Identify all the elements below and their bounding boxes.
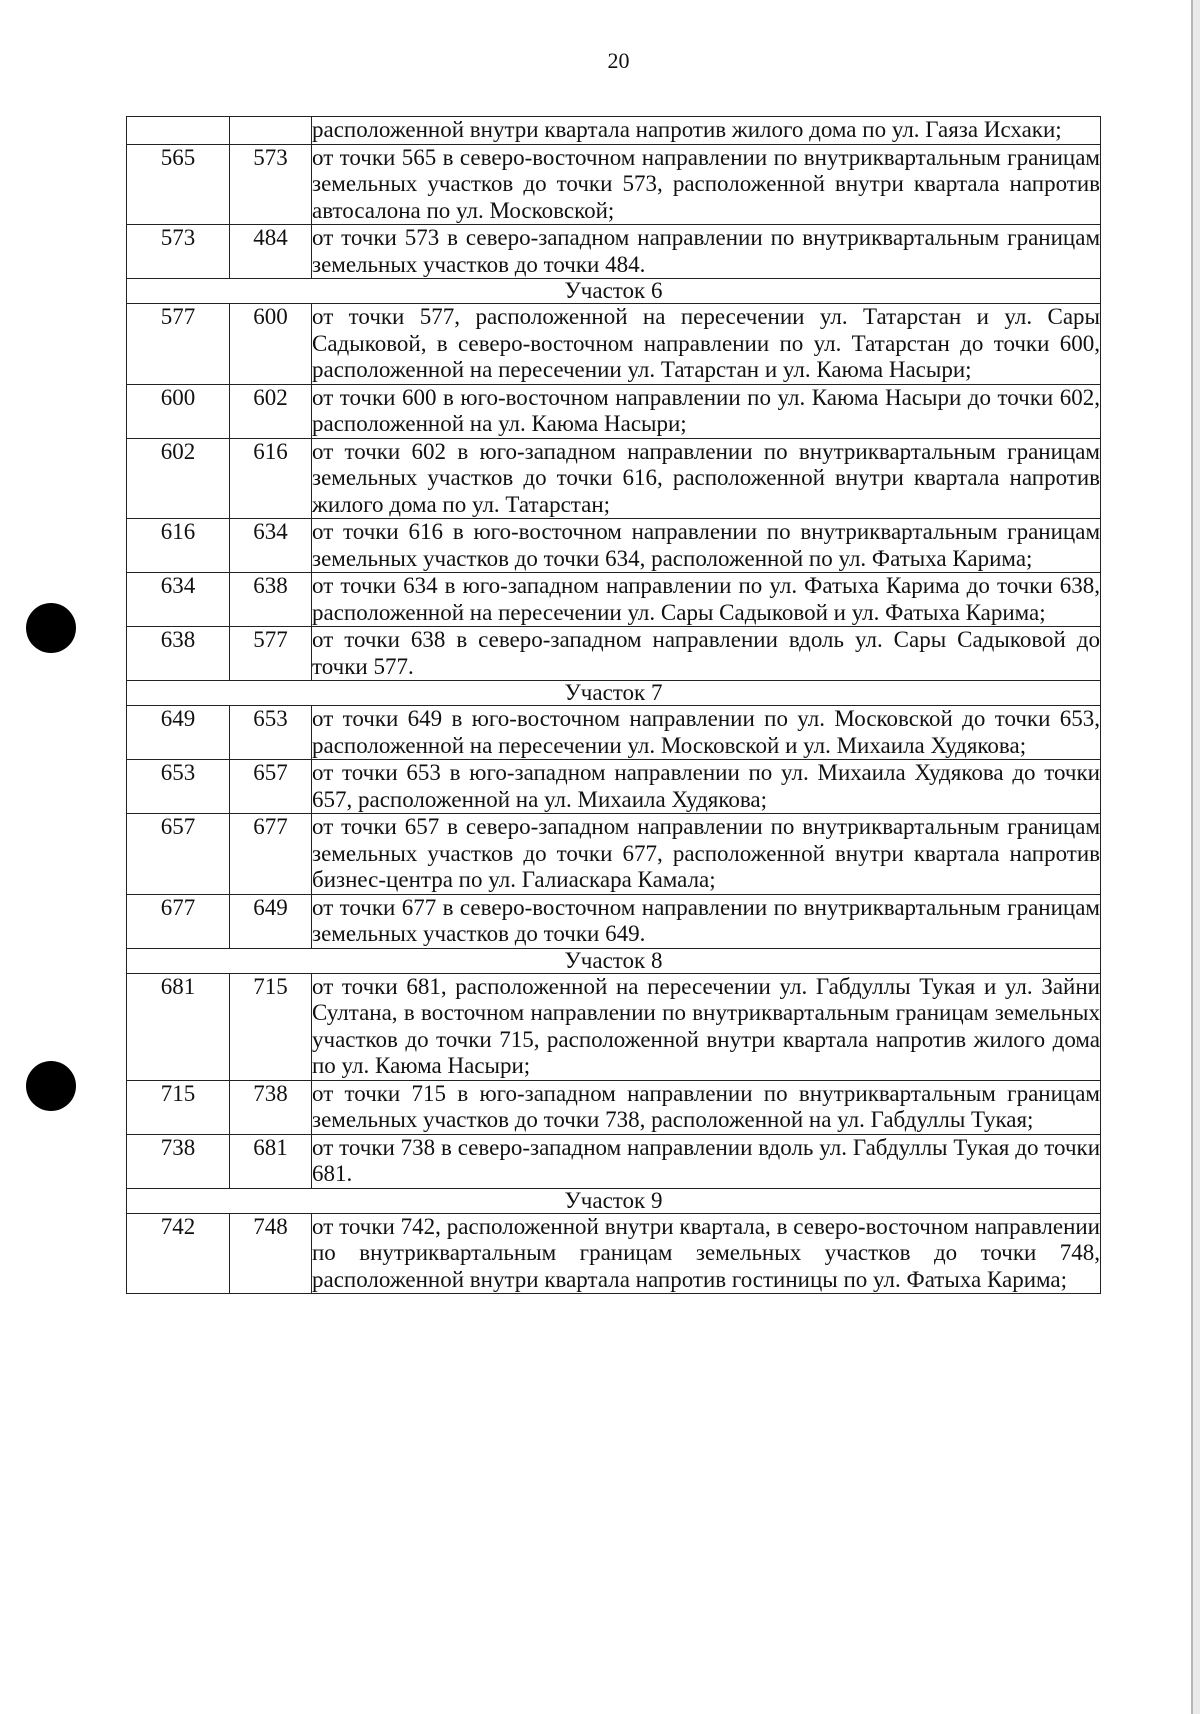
punch-hole-bottom [26,1061,76,1111]
route-table [126,116,1101,1294]
section-row [127,279,1101,304]
from-point: 573 [127,225,230,279]
boundary-description: от точки 649 в юго-восточном направлении по ул. Московской до точки 653, расположенной на пересечении ул. Московской и ул. Михаила Худякова; [312,706,1100,758]
to-point: 681 [230,1134,312,1188]
to-point: 715 [230,973,312,1080]
section-title: Участок 6 [127,279,1101,304]
table-row [127,438,1101,519]
section-row [127,948,1101,973]
section-title: Участок 8 [127,948,1101,973]
boundary-description: от точки 573 в северо-западном направлении по внутриквартальным границам земельных участков до точки 484. [312,225,1100,277]
to-point: 649 [230,894,312,948]
table-row [127,894,1101,948]
boundary-description: от точки 742, расположенной внутри квартала, в северо-восточном направлении по внутриквартальным границам земельных участков до точки 748, расположенной внутри квартала напротив гостиницы по ул. Фатыха Карима; [312,1213,1100,1292]
from-point: 638 [127,627,230,681]
to-point: 638 [230,573,312,627]
to-point: 653 [230,706,312,760]
table-row [127,573,1101,627]
to-point: 677 [230,814,312,895]
table-row [127,627,1101,681]
to-point: 738 [230,1080,312,1134]
from-point: 600 [127,384,230,438]
from-point: 565 [127,144,230,225]
table-row [127,1080,1101,1134]
table-row [127,384,1101,438]
boundary-description: расположенной внутри квартала напротив жилого дома по ул. Гаяза Исхаки; [312,117,1101,145]
to-point: 600 [230,304,312,385]
to-point: 748 [230,1213,312,1294]
table-row [127,117,1101,145]
punch-hole-top [26,603,76,653]
boundary-description: от точки 577, расположенной на пересечении ул. Татарстан и ул. Сары Садыковой, в северо-восточном направлении по ул. Татарстан до точки 600, расположенной на пересечении ул. Татарстан и ул. Каюма Насыри; [312,304,1100,382]
table-row [127,1134,1101,1188]
from-point: 657 [127,814,230,895]
from-point: 742 [127,1213,230,1294]
from-point: 577 [127,304,230,385]
to-point: 577 [230,627,312,681]
to-point: 657 [230,760,312,814]
from-point: 649 [127,706,230,760]
boundary-description: от точки 600 в юго-восточном направлении по ул. Каюма Насыри до точки 602, расположенной на ул. Каюма Насыри; [312,384,1100,436]
boundary-description: от точки 653 в юго-западном направлении по ул. Михаила Худякова до точки 657, расположенной на ул. Михаила Худякова; [312,760,1100,812]
boundary-description: от точки 565 в северо-восточном направлении по внутриквартальным границам земельных участков до точки 573, расположенной внутри квартала напротив автосалона по ул. Московской; [312,144,1100,223]
table-row [127,304,1101,385]
table-row [127,144,1101,225]
to-point: 602 [230,384,312,438]
boundary-description: от точки 638 в северо-западном направлении вдоль ул. Сары Садыковой до точки 577. [312,627,1100,679]
from-point: 738 [127,1134,230,1188]
to-point: 573 [230,144,312,225]
boundary-description: от точки 657 в северо-западном направлении по внутриквартальным границам земельных участков до точки 677, расположенной внутри квартала напротив бизнес-центра по ул. Галиаскара Камала; [312,814,1100,892]
from-point: 653 [127,760,230,814]
to-point: 616 [230,438,312,519]
from-point: 677 [127,894,230,948]
boundary-description: от точки 634 в юго-западном направлении по ул. Фатыха Карима до точки 638, расположенной на пересечении ул. Сары Садыковой и ул. Фатыха Карима; [312,573,1100,625]
page-number: 20 [607,48,630,73]
section-title: Участок 7 [127,681,1101,706]
to-point: 484 [230,225,312,279]
from-point [127,117,230,145]
to-point [230,117,312,145]
from-point: 602 [127,438,230,519]
table-row [127,760,1101,814]
from-point: 715 [127,1080,230,1134]
table-row [127,706,1101,760]
boundary-description: от точки 681, расположенной на пересечении ул. Габдуллы Тукая и ул. Зайни Султана, в восточном направлении по внутриквартальным границам земельных участков до точки 715, расположенной внутри квартала напротив жилого дома по ул. Каюма Насыри; [312,973,1100,1078]
boundary-description: от точки 677 в северо-восточном направлении по внутриквартальным границам земельных участков до точки 649. [312,894,1100,946]
boundary-description: от точки 616 в юго-восточном направлении по внутриквартальным границам земельных участков до точки 634, расположенной по ул. Фатыха Карима; [312,519,1100,571]
section-row [127,1188,1101,1213]
table-row [127,225,1101,279]
from-point: 616 [127,519,230,573]
boundary-description: от точки 602 в юго-западном направлении по внутриквартальным границам земельных участков до точки 616, расположенной внутри квартала напротив жилого дома по ул. Татарстан; [312,438,1100,517]
table-row [127,973,1101,1080]
table-row [127,1213,1101,1294]
table-row [127,814,1101,895]
scan-edge [1191,0,1200,1714]
section-title: Участок 9 [127,1188,1101,1213]
from-point: 681 [127,973,230,1080]
to-point: 634 [230,519,312,573]
boundary-description: от точки 715 в юго-западном направлении по внутриквартальным границам земельных участков до точки 738, расположенной на ул. Габдуллы Тукая; [312,1080,1100,1132]
section-row [127,681,1101,706]
from-point: 634 [127,573,230,627]
boundary-description: от точки 738 в северо-западном направлении вдоль ул. Габдуллы Тукая до точки 681. [312,1134,1100,1186]
table-row [127,519,1101,573]
